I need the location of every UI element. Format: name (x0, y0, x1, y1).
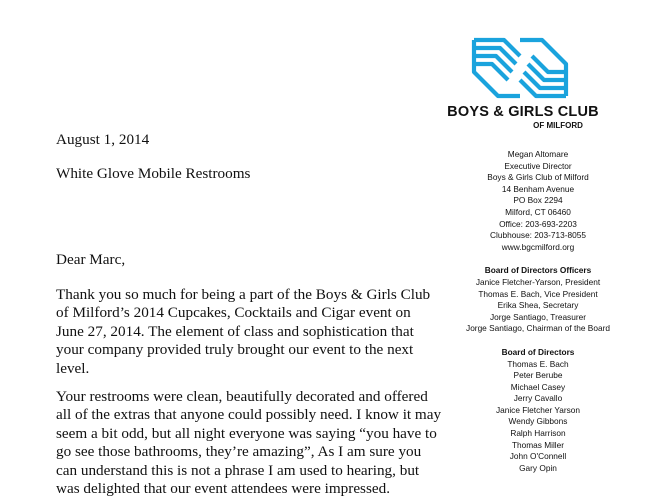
text-line: your company provided truly brought our event to the next (56, 341, 414, 359)
contact-office-phone: Office: 203-693-2203 (499, 218, 577, 229)
officers-block (440, 265, 636, 335)
director-item: Peter Berube (513, 370, 563, 381)
boys-girls-club-logo-icon (470, 36, 570, 100)
org-subtitle: OF MILFORD (533, 121, 583, 130)
director-item: Janice Fletcher Yarson (495, 404, 581, 415)
letter-paragraph-1 (56, 286, 441, 378)
officer-item: Janice Fletcher-Yarson, President (475, 276, 601, 287)
director-item: John O'Connell (509, 451, 567, 462)
contact-clubhouse-phone: Clubhouse: 203-713-8055 (490, 230, 586, 241)
text-line: was delighted that our event attendees were impressed. (56, 480, 391, 498)
director-item: Gary Opin (519, 462, 557, 473)
director-item: Wendy Gibbons (508, 416, 568, 427)
letter-recipient: White Glove Mobile Restrooms (56, 165, 251, 182)
letter-salutation: Dear Marc, (56, 251, 126, 268)
contact-po-box: PO Box 2294 (513, 195, 563, 206)
officer-item: Jorge Santiago, Treasurer (490, 311, 586, 322)
contact-org: Boys & Girls Club of Milford (487, 172, 589, 183)
contact-block (440, 149, 636, 253)
text-line: June 27, 2014. The element of class and sophistication that (56, 322, 414, 340)
contact-website: www.bgcmilford.org (501, 241, 575, 252)
director-item: Thomas Miller (511, 439, 565, 450)
contact-name: Megan Altomare (507, 149, 569, 159)
text-line: Thank you so much for being a part of the Boys & Girls Club (56, 286, 431, 303)
directors-heading: Board of Directors (501, 346, 575, 357)
director-item: Michael Casey (510, 381, 566, 392)
org-name: BOYS & GIRLS CLUB (447, 104, 599, 120)
text-line: seem a bit odd, but all night everyone was saying “you have to (56, 424, 437, 442)
text-line: level. (56, 359, 90, 377)
text-line: Your restrooms were clean, beautifully decorated and offered (56, 388, 428, 405)
director-item: Thomas E. Bach (507, 358, 569, 369)
letter-date: August 1, 2014 (56, 131, 150, 148)
text-line: go see those bathrooms, they’re amazing”, As I am sure you (56, 443, 422, 461)
officer-item: Thomas E. Bach, Vice President (478, 288, 598, 299)
contact-street: 14 Benham Avenue (501, 183, 575, 194)
officer-item: Jorge Santiago, Chairman of the Board (466, 323, 610, 334)
contact-title: Executive Director (504, 160, 572, 171)
director-item: Jerry Cavallo (513, 393, 563, 404)
contact-city: Milford, CT 06460 (505, 206, 571, 217)
text-line: of Milford’s 2014 Cupcakes, Cocktails and Cigar event on (56, 304, 411, 322)
directors-block (440, 347, 636, 475)
text-line: can understand this is not a phrase I am used to hearing, but (56, 461, 420, 479)
director-item: Ralph Harrison (510, 428, 566, 439)
letter-paragraph-2 (56, 388, 441, 498)
officers-heading: Board of Directors Officers (484, 265, 592, 276)
officer-item: Erika Shea, Secretary (497, 300, 579, 311)
text-line: all of the extras that anyone could possibly need. I know it may (56, 406, 442, 424)
letterhead-sidebar (440, 149, 636, 474)
